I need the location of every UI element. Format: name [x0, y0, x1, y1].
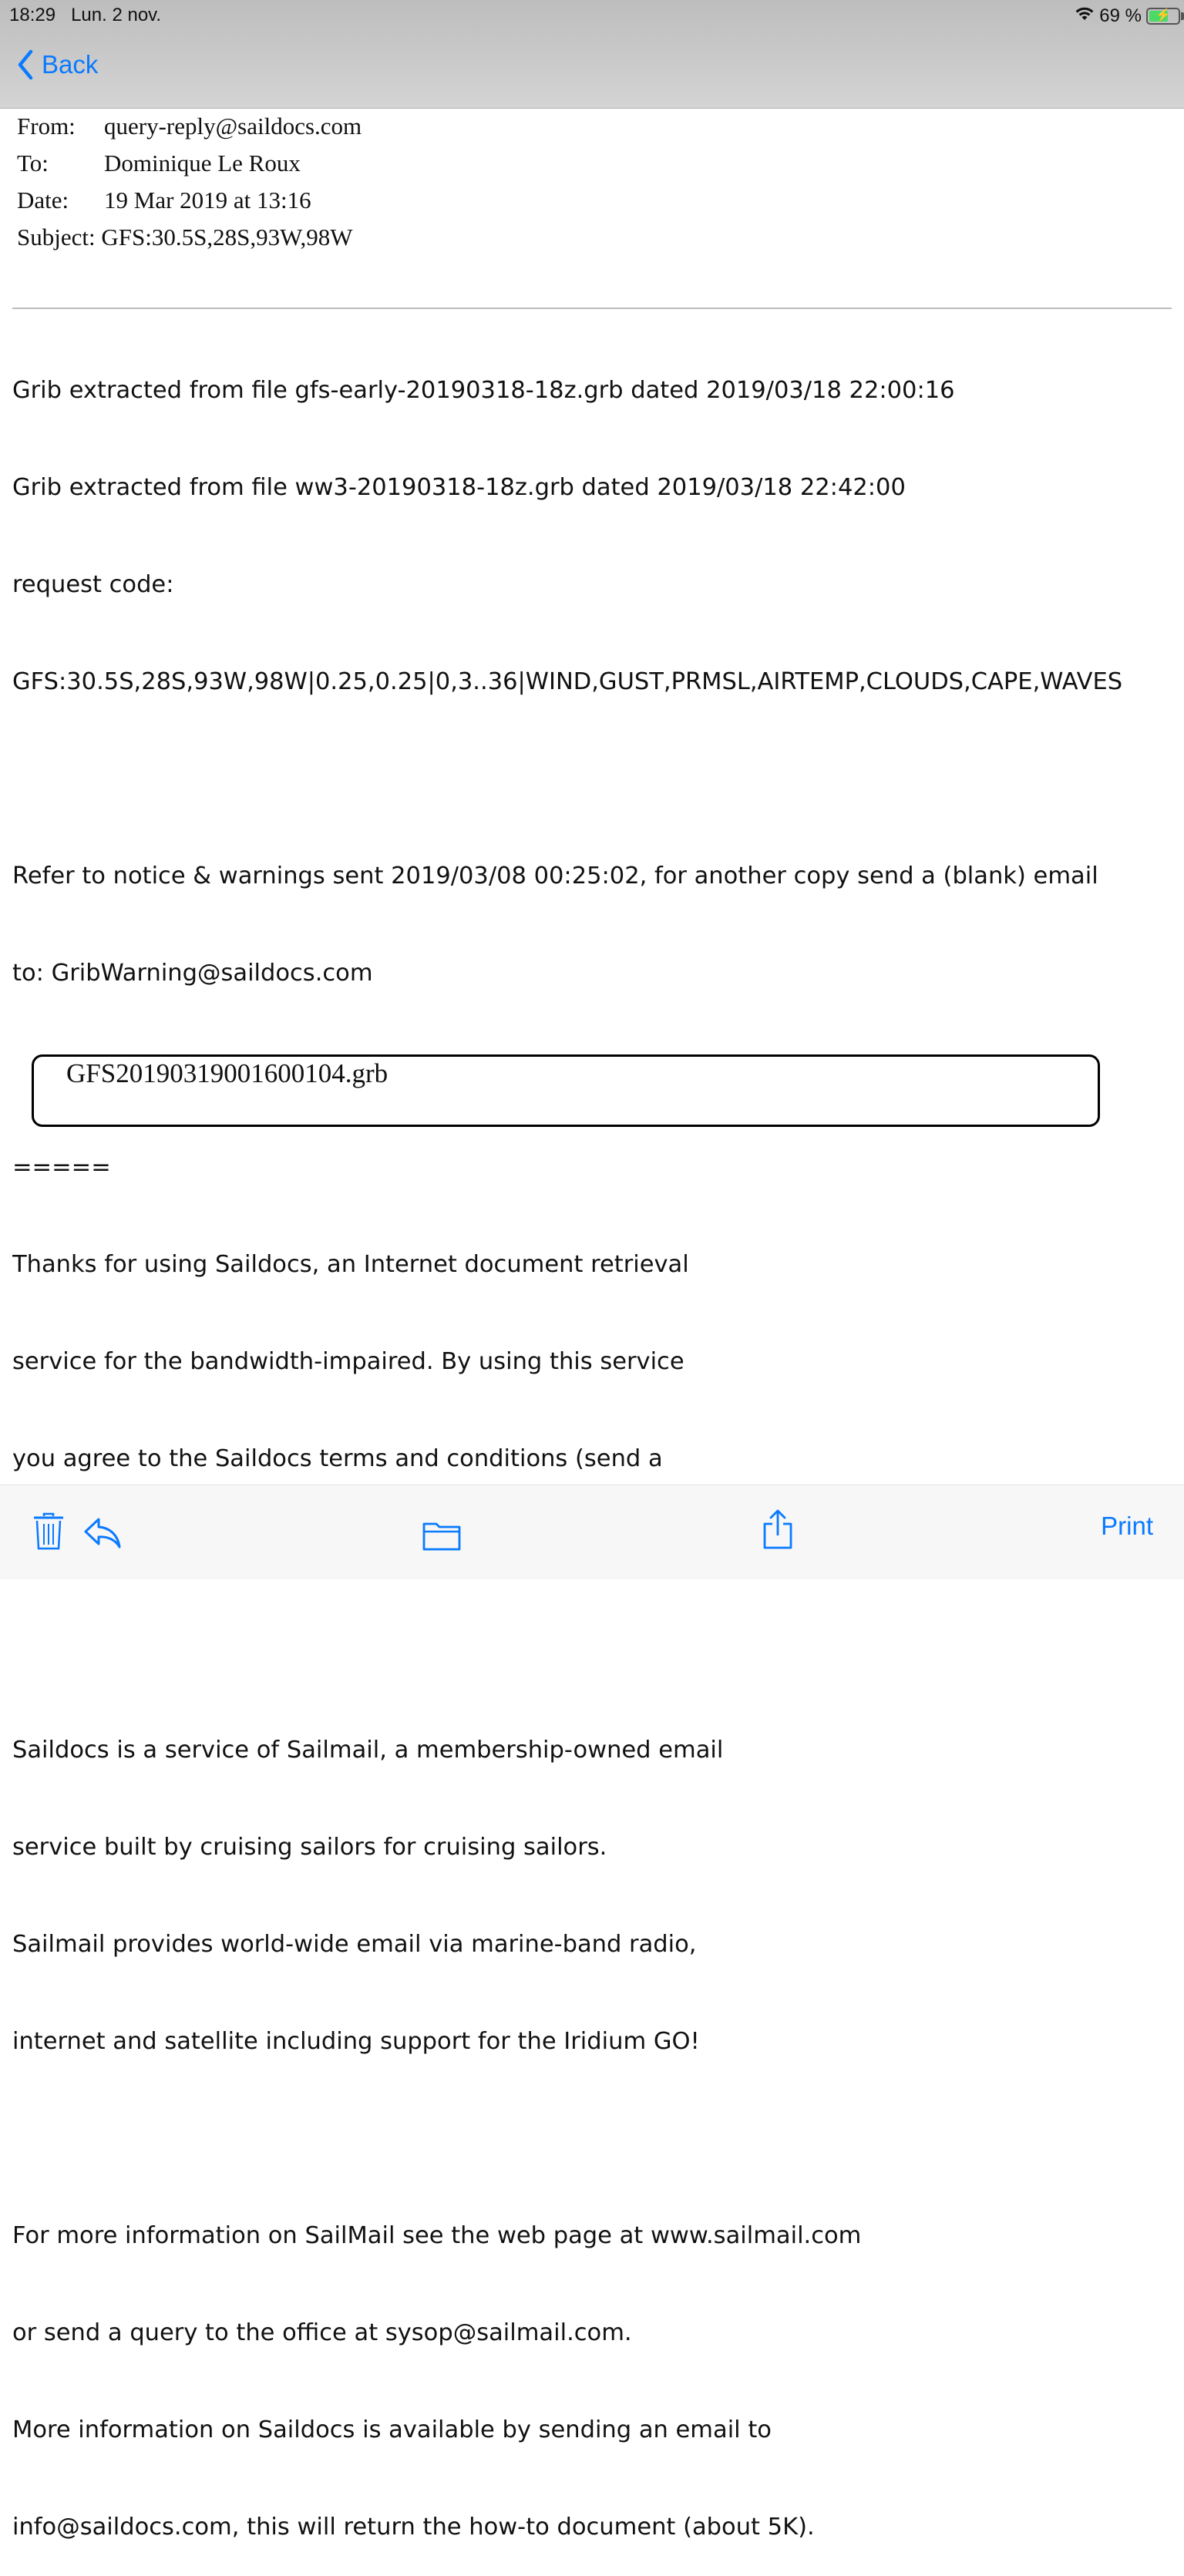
header-divider [12, 308, 1172, 309]
body-line: Refer to notice & warnings sent 2019/03/08 00:25:02, for another copy send a (blank) email [12, 863, 1098, 889]
body-line: Sailmail provides world-wide email via marine-band radio, [12, 1931, 697, 1958]
trash-icon [32, 1512, 65, 1552]
blank-line [12, 763, 1172, 795]
to-value[interactable]: Dominique Le Roux [104, 150, 301, 177]
date-value: 19 Mar 2019 at 13:16 [104, 187, 311, 214]
body-line: Saildocs is a service of Sailmail, a membership-owned email [12, 1737, 724, 1764]
share-button[interactable] [762, 1508, 794, 1554]
attachment-filename: GFS20190319001600104.grb [66, 1058, 388, 1088]
from-label: From: [17, 113, 76, 140]
body-line: info@saildocs.com, this will return the how-to document (about 5K). [12, 2514, 815, 2541]
date-label: Date: [17, 187, 69, 214]
battery-cap [1181, 12, 1184, 20]
body-line: or send a query to the office at sysop@sailmail.com. [12, 2319, 632, 2346]
message-body [12, 310, 1172, 2576]
bottom-toolbar [0, 1485, 1184, 1579]
to-row [17, 145, 362, 182]
body-line: Grib extracted from file gfs-early-20190318-18z.grb dated 2019/03/18 22:00:16 [12, 377, 955, 404]
body-line: request code: [12, 571, 174, 598]
body-line: internet and satellite including support for the Iridium GO! [12, 2028, 700, 2055]
folder-icon [422, 1519, 462, 1552]
from-row [17, 108, 362, 145]
attachment[interactable] [32, 1054, 1100, 1127]
trash-button[interactable] [32, 1512, 65, 1555]
chevron-left-icon [17, 49, 34, 80]
body-line: service built by cruising sailors for cruising sailors. [12, 1834, 607, 1861]
from-value[interactable]: query-reply@saildocs.com [104, 113, 362, 140]
body-line: For more information on SailMail see the web page at www.sailmail.com [12, 2222, 862, 2249]
body-line: More information on Saildocs is available by sending an email to [12, 2416, 772, 2443]
status-date: Lun. 2 nov. [71, 5, 162, 25]
subject-label: Subject: [17, 224, 96, 251]
body-line: to: GribWarning@saildocs.com [12, 960, 373, 987]
battery-charging-icon [1146, 8, 1180, 25]
back-button[interactable] [17, 49, 98, 80]
status-time-date [9, 5, 161, 26]
status-indicators [1075, 3, 1184, 29]
move-to-folder-button[interactable] [422, 1519, 462, 1555]
body-line: Thanks for using Saildocs, an Internet document retrieval [12, 1251, 689, 1278]
blank-line [12, 2123, 1172, 2155]
subject-row [17, 219, 362, 256]
reply-icon [83, 1516, 122, 1550]
reply-button[interactable] [83, 1516, 122, 1554]
top-bar [0, 0, 1184, 109]
share-icon [762, 1508, 794, 1550]
body-line: service for the bandwidth-impaired. By using this service [12, 1348, 684, 1375]
status-time: 18:29 [9, 5, 56, 25]
wifi-icon [1075, 5, 1095, 27]
print-button[interactable]: Print [1101, 1512, 1153, 1540]
date-row [17, 182, 362, 219]
bolt-icon: ⚡ [1155, 8, 1171, 22]
body-line: GFS:30.5S,28S,93W,98W|0.25,0.25|0,3..36|WIND,GUST,PRMSL,AIRTEMP,CLOUDS,CAPE,WAVES [12, 668, 1123, 695]
subject-value: GFS:30.5S,28S,93W,98W [101, 224, 353, 251]
email-header [17, 108, 362, 256]
blank-line [12, 1637, 1172, 1670]
back-label: Back [42, 50, 99, 79]
to-label: To: [17, 150, 49, 177]
body-line: Grib extracted from file ww3-20190318-18z.grb dated 2019/03/18 22:42:00 [12, 474, 906, 501]
body-line: you agree to the Saildocs terms and conditions (send a [12, 1445, 663, 1472]
battery-percent: 69 % [1099, 5, 1142, 26]
body-line: ===== [12, 1154, 111, 1181]
